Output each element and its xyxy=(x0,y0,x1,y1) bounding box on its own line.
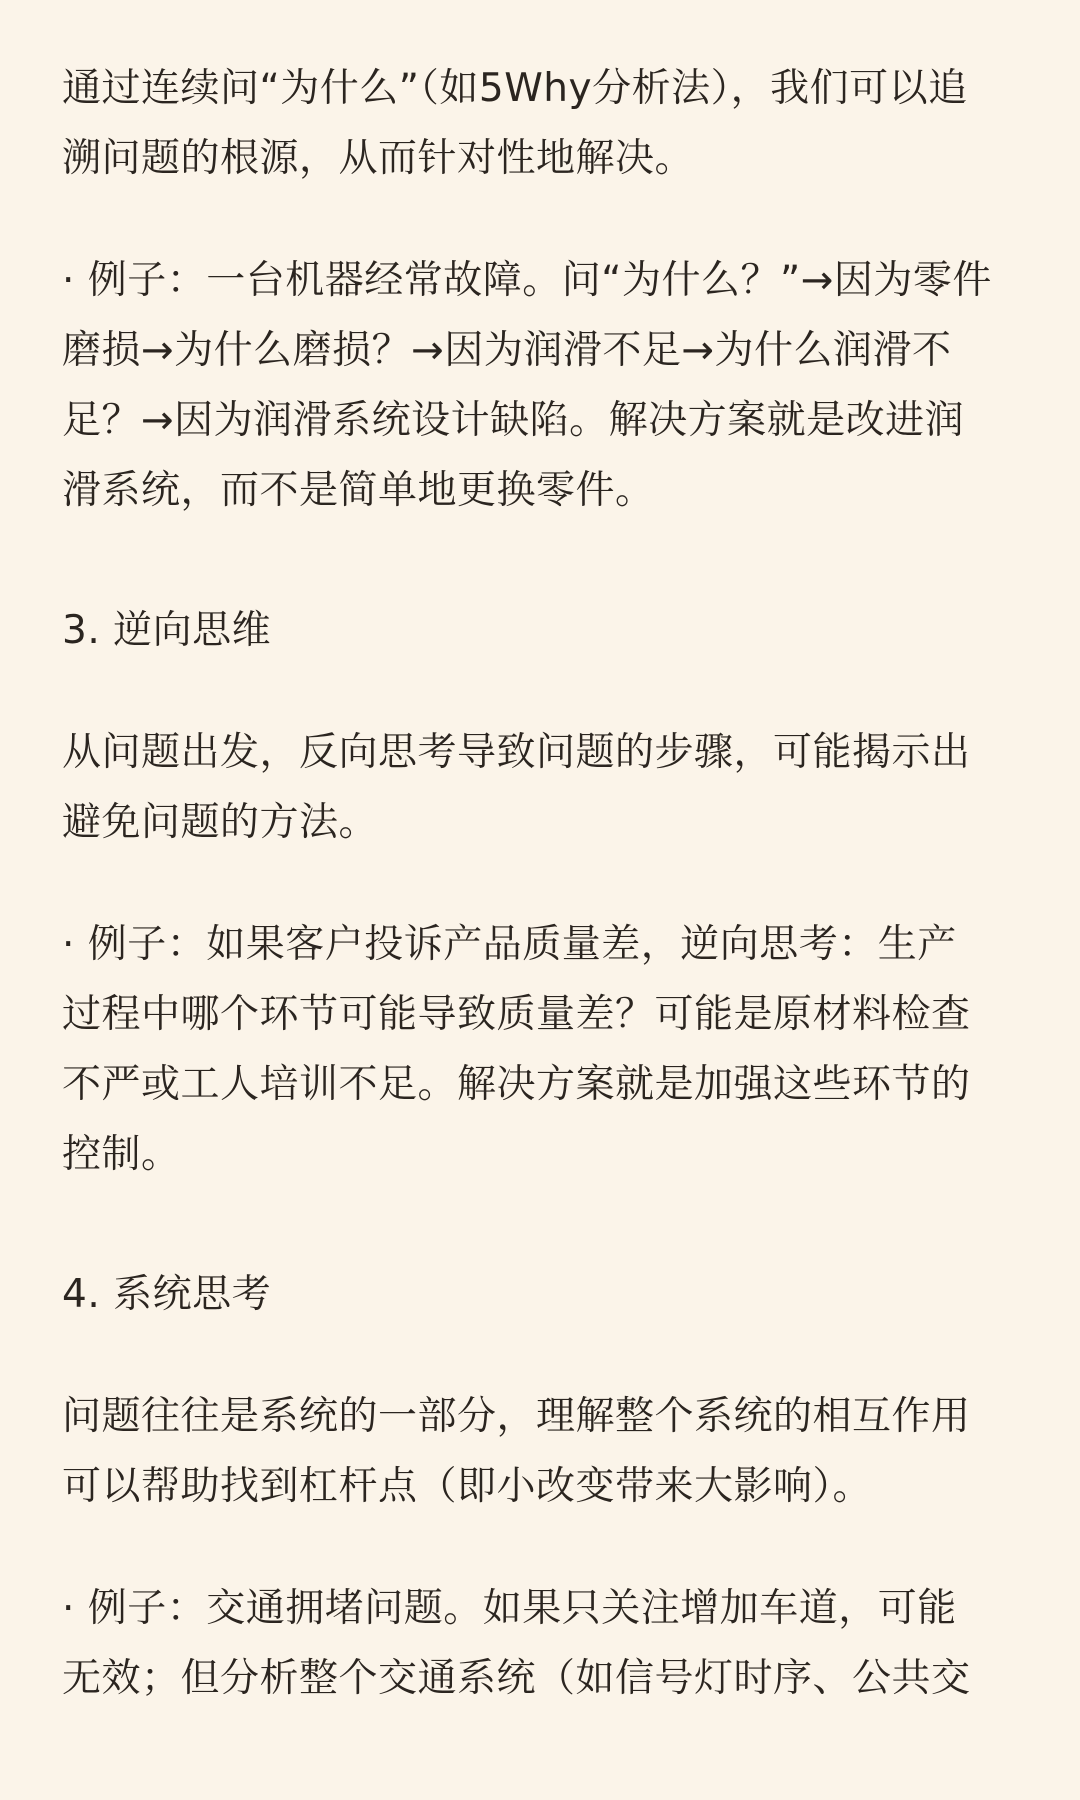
paragraph-reverse-example xyxy=(62,910,1022,1190)
text-line: · 例子：交通拥堵问题。如果只关注增加车道，可能 xyxy=(62,1586,957,1631)
paragraph-system-intro xyxy=(62,1382,1022,1522)
section-heading-system-thinking xyxy=(62,1260,1022,1330)
text-line: 避免问题的方法。 xyxy=(62,800,379,845)
section-heading: 3. 逆向思维 xyxy=(62,608,272,653)
text-line: 通过连续问“为什么”（如5Why分析法），我们可以追 xyxy=(62,66,968,111)
paragraph-5why-intro xyxy=(62,54,1022,194)
text-line: 足？→因为润滑系统设计缺陷。解决方案就是改进润 xyxy=(62,398,965,443)
text-line: 滑系统，而不是简单地更换零件。 xyxy=(62,468,655,513)
text-line: 无效；但分析整个交通系统（如信号灯时序、公共交 xyxy=(62,1656,971,1701)
text-line: 磨损→为什么磨损？→因为润滑不足→为什么润滑不 xyxy=(62,328,952,373)
paragraph-5why-example xyxy=(62,246,1022,526)
paragraph-system-example xyxy=(62,1574,1022,1714)
text-line: 问题往往是系统的一部分，理解整个系统的相互作用 xyxy=(62,1394,971,1439)
text-line: · 例子：一台机器经常故障。问“为什么？”→因为零件 xyxy=(62,258,992,303)
text-line: 不严或工人培训不足。解决方案就是加强这些环节的 xyxy=(62,1062,971,1107)
text-line: 过程中哪个环节可能导致质量差？可能是原材料检查 xyxy=(62,992,971,1037)
section-heading-reverse-thinking xyxy=(62,596,1022,666)
text-line: · 例子：如果客户投诉产品质量差，逆向思考：生产 xyxy=(62,922,957,967)
paragraph-reverse-intro xyxy=(62,718,1022,858)
text-line: 溯问题的根源，从而针对性地解决。 xyxy=(62,136,695,181)
section-heading: 4. 系统思考 xyxy=(62,1272,272,1317)
text-line: 从问题出发，反向思考导致问题的步骤，可能揭示出 xyxy=(62,730,971,775)
text-line: 控制。 xyxy=(62,1132,181,1177)
text-line: 可以帮助找到杠杆点（即小改变带来大影响）。 xyxy=(62,1464,873,1509)
